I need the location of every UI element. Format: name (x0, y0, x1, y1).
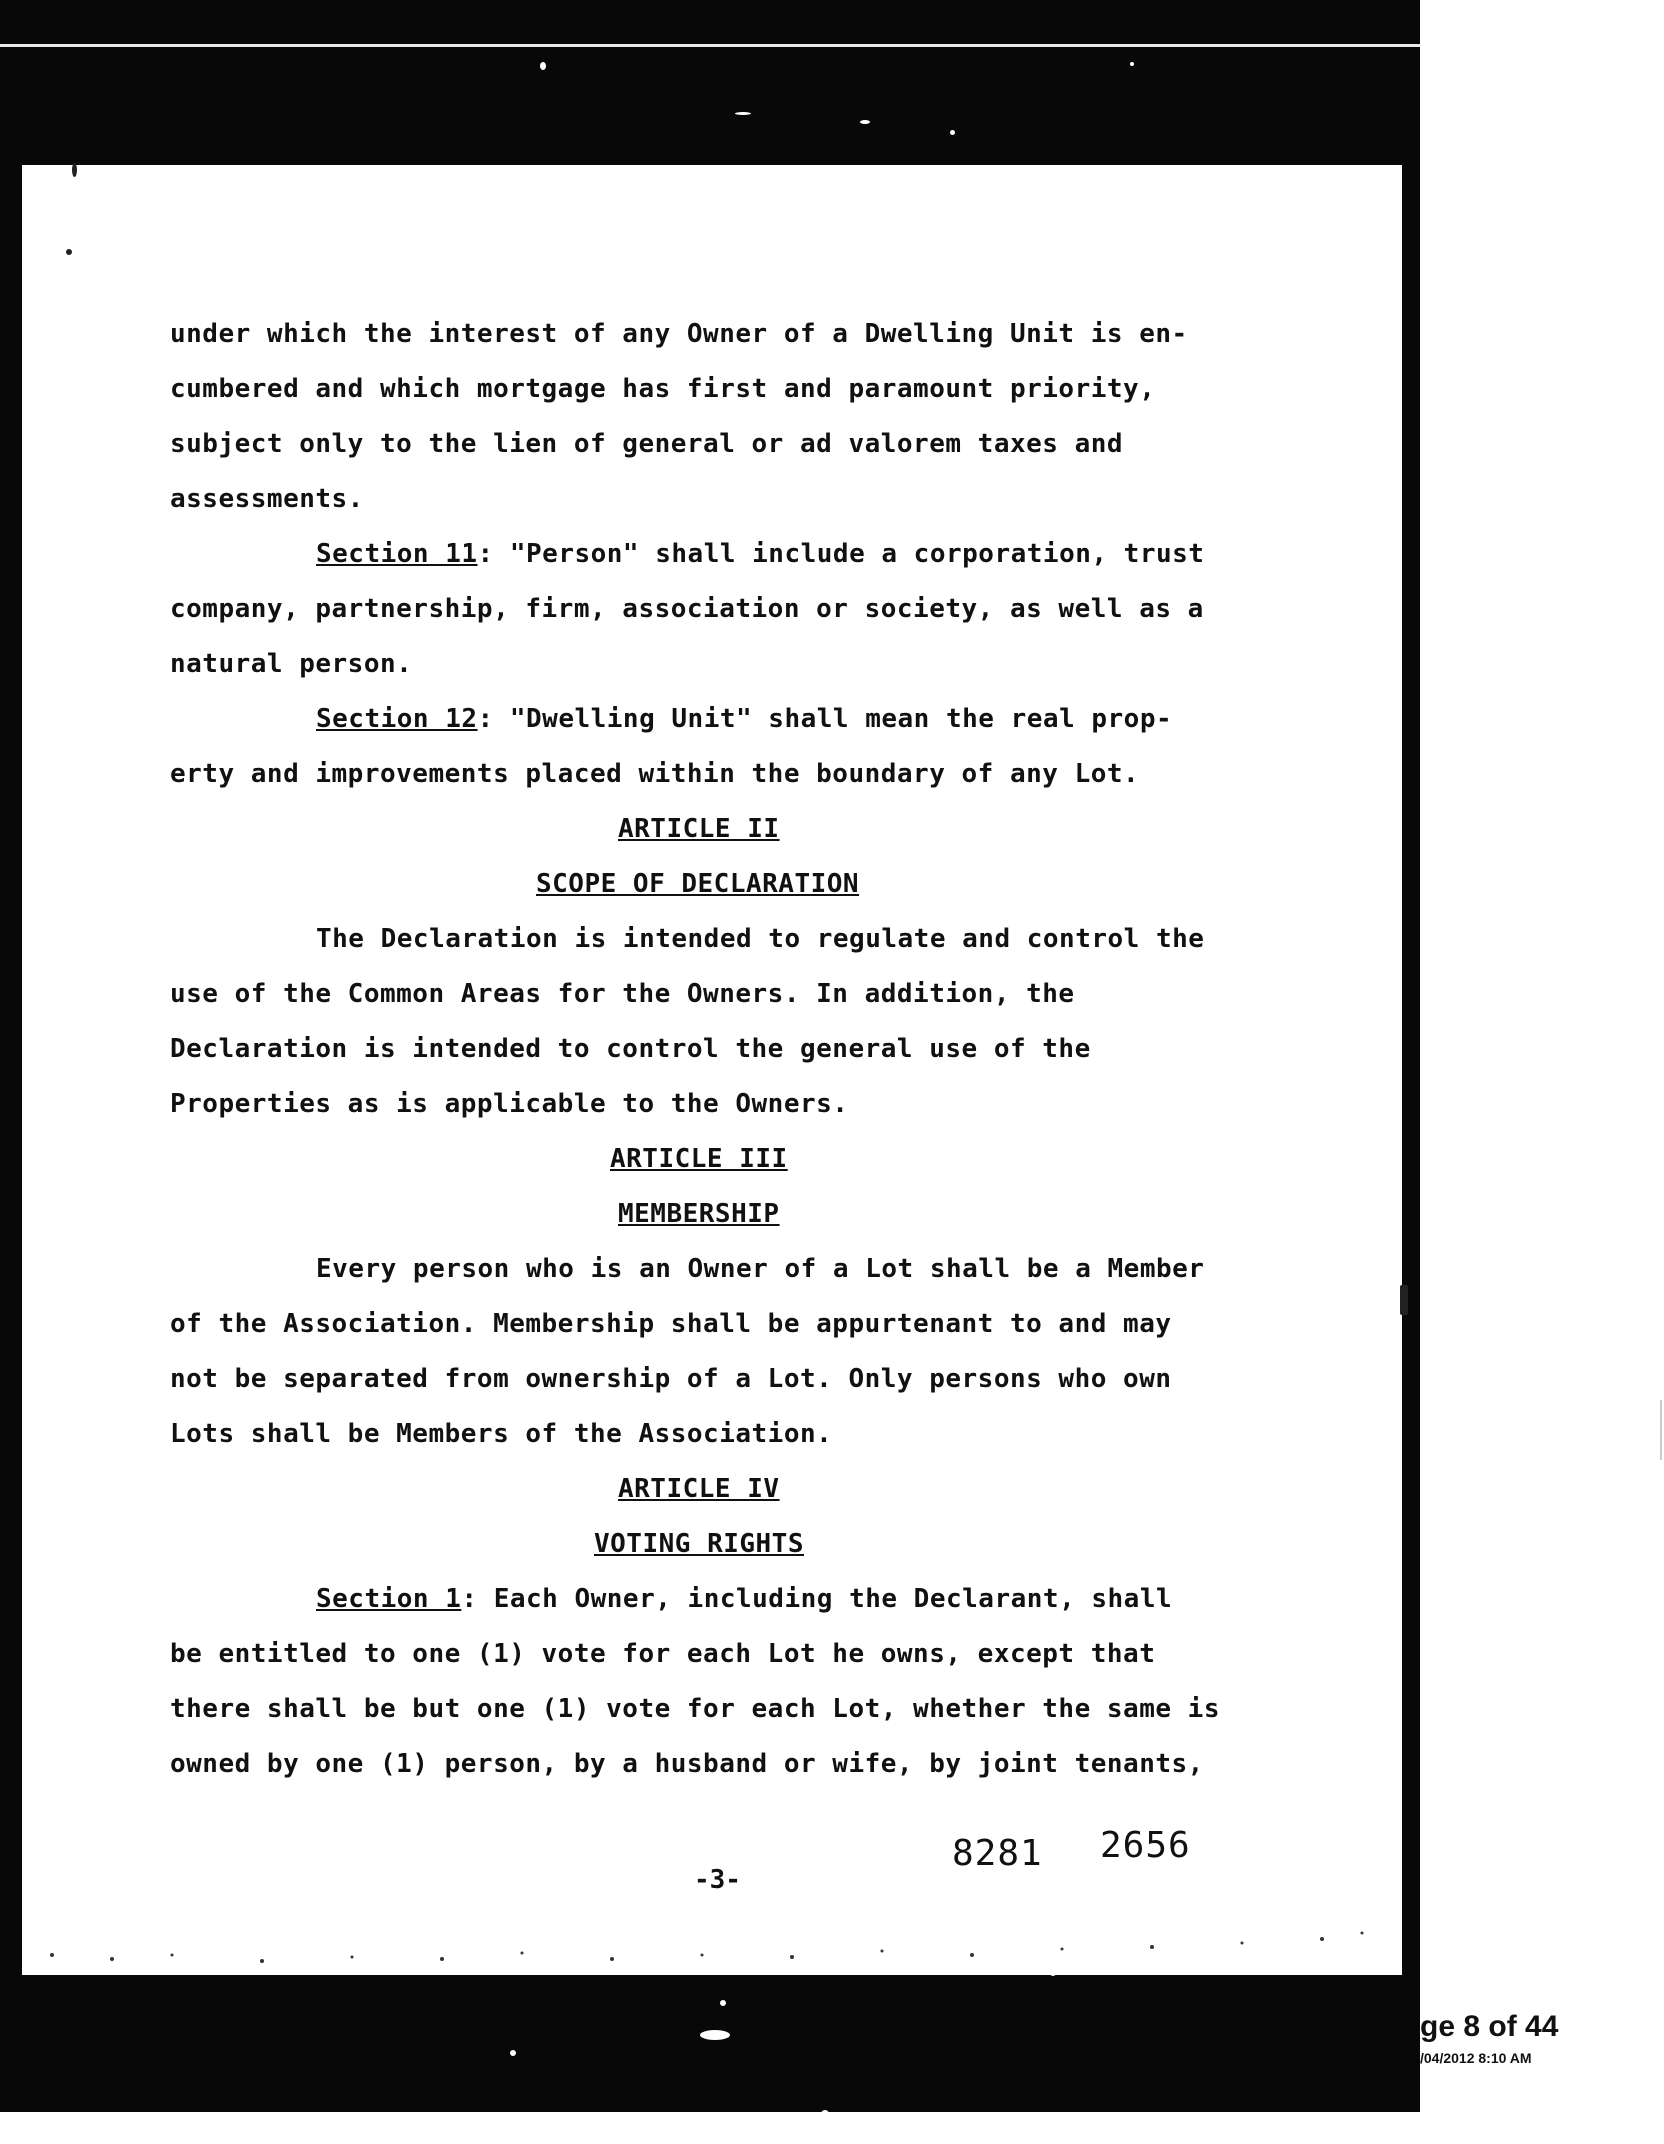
scan-speck (720, 2000, 726, 2006)
recording-stamp-book: 8281 (952, 1833, 1043, 1874)
section-1-text: : Each Owner, including the Declarant, shall (461, 1584, 1173, 1614)
document-page (22, 165, 1402, 1975)
page-indicator: ge 8 of 44 (1420, 2010, 1559, 2043)
body-line: subject only to the lien of general or ad valorem taxes and (170, 429, 1124, 459)
body-line: cumbered and which mortgage has first and paramount priority, (170, 374, 1156, 404)
scan-speck (735, 112, 751, 115)
body-line: assessments. (170, 484, 364, 514)
section-12-text: : "Dwelling Unit" shall mean the real prop- (477, 704, 1173, 734)
article-4-title: ARTICLE IV (618, 1474, 780, 1504)
section-11-label: Section 11 (316, 539, 478, 569)
body-line: Declaration is intended to control the general use of the (170, 1034, 1091, 1064)
section-1-line (316, 1584, 1172, 1614)
scan-speck (72, 163, 77, 177)
body-line: The Declaration is intended to regulate and control the (316, 924, 1205, 954)
scan-speck (860, 120, 870, 124)
scan-speck (1130, 62, 1134, 66)
article-2-title: ARTICLE II (618, 814, 780, 844)
section-12-line (316, 704, 1172, 734)
article-3-title: ARTICLE III (610, 1144, 788, 1174)
section-11-line (316, 539, 1204, 569)
scan-speck (510, 2050, 516, 2056)
section-11-text: : "Person" shall include a corporation, trust (477, 539, 1205, 569)
body-line: company, partnership, firm, association or society, as well as a (170, 594, 1204, 624)
section-12-label: Section 12 (316, 704, 478, 734)
page-number: -3- (694, 1865, 741, 1895)
body-line: natural person. (170, 649, 413, 679)
scan-speck (950, 130, 955, 135)
section-1-label: Section 1 (316, 1584, 462, 1614)
body-line: Lots shall be Members of the Association. (170, 1419, 833, 1449)
article-4-subtitle: VOTING RIGHTS (594, 1529, 804, 1559)
scan-speck (1400, 1285, 1408, 1315)
body-line: be entitled to one (1) vote for each Lot he owns, except that (170, 1639, 1156, 1669)
margin-mark (1660, 1400, 1662, 1460)
scan-edge-line (0, 44, 1420, 47)
body-line: Every person who is an Owner of a Lot shall be a Member (316, 1254, 1205, 1284)
body-line: use of the Common Areas for the Owners. In addition, the (170, 979, 1075, 1009)
body-line: erty and improvements placed within the boundary of any Lot. (170, 759, 1140, 789)
body-line: not be separated from ownership of a Lot. Only persons who own (170, 1364, 1172, 1394)
scan-speck (700, 2030, 730, 2040)
recording-stamp-page: 2656 (1100, 1825, 1191, 1866)
scan-speck (540, 62, 546, 70)
article-3-subtitle: MEMBERSHIP (618, 1199, 780, 1229)
scan-speck (820, 2110, 830, 2124)
print-timestamp: /04/2012 8:10 AM (1420, 2050, 1532, 2066)
article-2-subtitle: SCOPE OF DECLARATION (536, 869, 860, 899)
body-line: under which the interest of any Owner of a Dwelling Unit is en- (170, 319, 1188, 349)
scan-noise-dots (22, 1925, 1402, 1975)
body-line: there shall be but one (1) vote for each Lot, whether the same is (170, 1694, 1220, 1724)
scan-speck (66, 249, 72, 255)
body-line: owned by one (1) person, by a husband or wife, by joint tenants, (170, 1749, 1204, 1779)
body-line: Properties as is applicable to the Owners. (170, 1089, 849, 1119)
body-line: of the Association. Membership shall be appurtenant to and may (170, 1309, 1172, 1339)
